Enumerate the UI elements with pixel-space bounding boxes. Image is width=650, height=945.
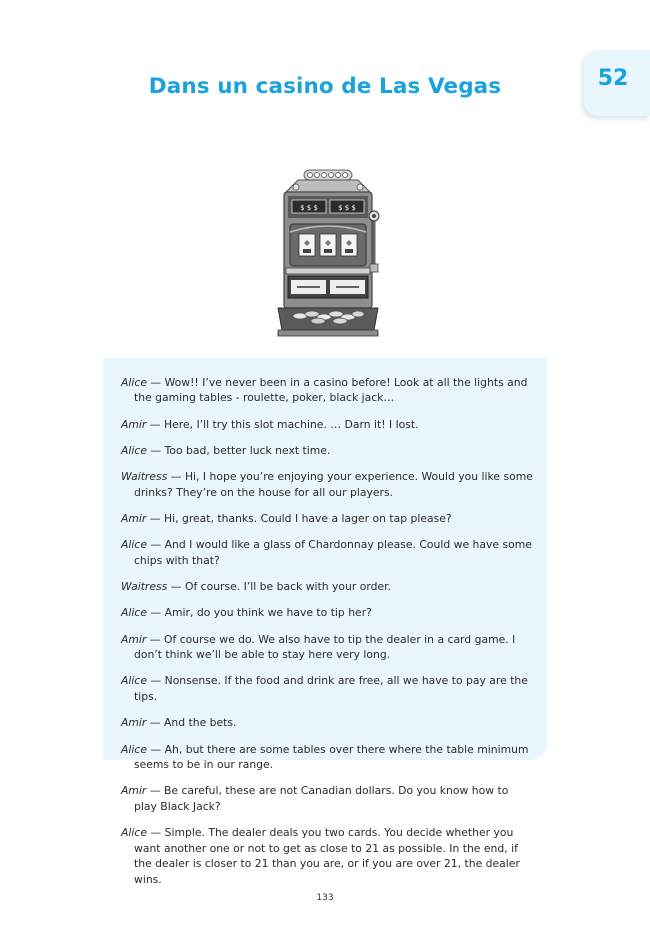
dialogue-line <box>121 715 533 731</box>
dialogue-text: — Wow!! I’ve never been in a casino before! Look at all the lights and the gaming tables - roulette, poker, black jack… <box>134 375 528 405</box>
page-title: Dans un casino de Las Vegas <box>148 74 502 99</box>
dialogue-text: — And I would like a glass of Chardonnay please. Could we have some chips with that? <box>134 538 532 567</box>
dialogue-box <box>103 358 547 886</box>
speaker-name: Alice <box>121 375 147 389</box>
dialogue-text: — Of course we do. We also have to tip the dealer in a card game. I don’t think we’ll be able to stay here very long. <box>134 632 516 662</box>
dialogue-text: — Too bad, better luck next time. <box>146 443 331 457</box>
dialogue-line <box>121 443 533 459</box>
speaker-name: Waitress <box>121 580 168 594</box>
dialogue-line <box>121 673 533 704</box>
page-number: 133 <box>316 893 334 903</box>
speaker-name: Amir <box>121 511 147 525</box>
display-right: $ $ $ <box>338 204 356 212</box>
speaker-name: Amir <box>121 632 147 646</box>
speaker-name: Alice <box>121 826 147 840</box>
slot-machine-icon <box>272 166 384 340</box>
dialogue-text: — Nonsense. If the food and drink are free, all we have to pay are the tips. <box>134 674 528 703</box>
speaker-name: Amir <box>121 417 147 431</box>
dialogue-text: — Simple. The dealer deals you two cards. You decide whether you want another one or not to get as close to 21 as possible. In the end, if the dealer is closer to 21 than you are, or if you are over 21, the dealer wins. <box>134 826 520 886</box>
dialogue-line <box>121 825 533 887</box>
speaker-name: Alice <box>121 674 147 688</box>
dialogue-line <box>121 632 533 663</box>
dialogue-line <box>121 375 533 406</box>
dialogue-text: — Hi, great, thanks. Could I have a lager on tap please? <box>146 511 452 525</box>
dialogue-line <box>121 537 533 568</box>
dialogue-line <box>121 742 533 773</box>
speaker-name: Alice <box>121 538 147 552</box>
speaker-name: Waitress <box>121 470 168 484</box>
speaker-name: Alice <box>121 606 147 620</box>
dialogue-line <box>121 417 533 433</box>
dialogue-line <box>121 511 533 527</box>
dialogue-line <box>121 783 533 814</box>
display-left: $ $ $ <box>300 204 318 212</box>
dialogue-text: — Hi, I hope you’re enjoying your experience. Would you like some drinks? They’re on the house for all our players. <box>134 470 533 499</box>
speaker-name: Amir <box>121 784 147 798</box>
speaker-name: Amir <box>121 716 147 730</box>
dialogue-text: — And the bets. <box>146 716 237 730</box>
dialogue-line <box>121 579 533 595</box>
dialogue-text: — Ah, but there are some tables over there where the table minimum seems to be in our range. <box>134 742 529 772</box>
speaker-name: Alice <box>121 742 147 756</box>
dialogue-line <box>121 469 533 500</box>
dialogue-line <box>121 605 533 621</box>
dialogue-text: — Be careful, these are not Canadian dollars. Do you know how to play Black Jack? <box>134 784 509 813</box>
dialogue-text: — Of course. I’ll be back with your order. <box>167 580 391 594</box>
dialogue-text: — Amir, do you think we have to tip her? <box>146 606 372 620</box>
dialogue-text: — Here, I’ll try this slot machine. … Darn it! I lost. <box>146 417 419 431</box>
speaker-name: Alice <box>121 443 147 457</box>
unit-number: 52 <box>597 66 629 91</box>
